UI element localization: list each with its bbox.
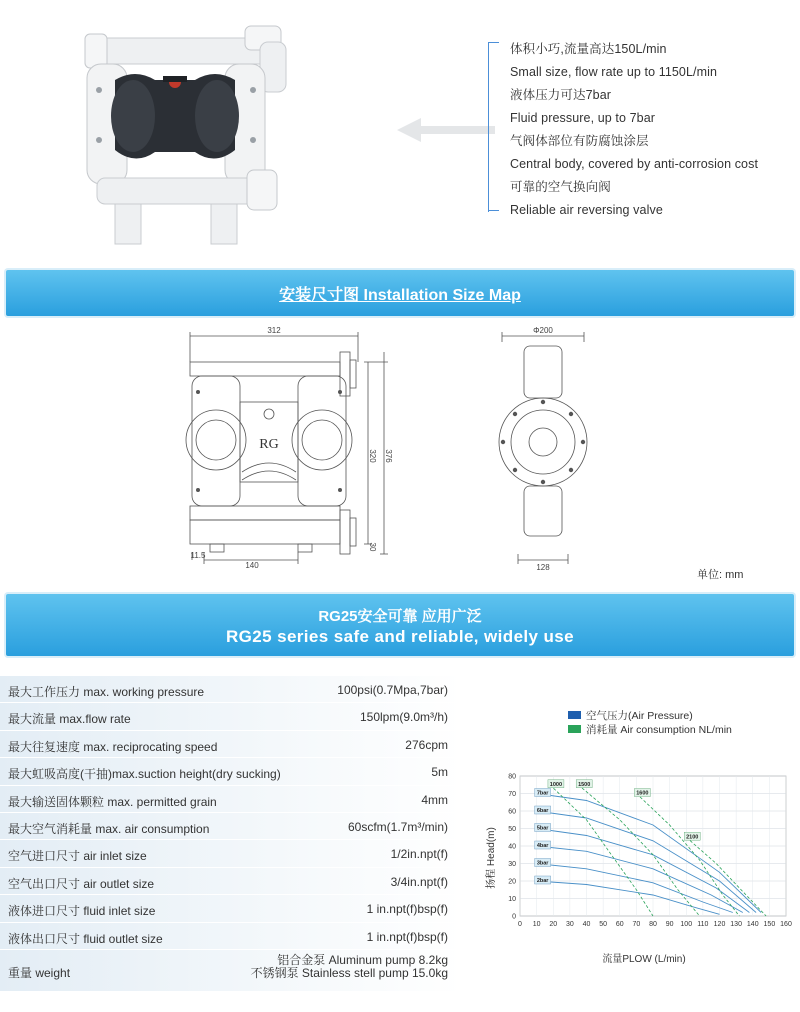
- side-view-drawing: [488, 322, 598, 572]
- front-view-drawing: [180, 322, 400, 572]
- weight-aluminum: 铝合金泵 Aluminum pump 8.2kg: [277, 952, 448, 967]
- x-tick-label: 50: [599, 921, 608, 928]
- dimension-base-left: 11.5: [190, 551, 206, 560]
- y-tick-label: 60: [508, 808, 516, 816]
- pressure-label: 5bar: [536, 825, 549, 832]
- x-tick-label: 150: [763, 921, 776, 928]
- spec-row-weight: [0, 950, 462, 992]
- spec-label: 最大流量 max.flow rate: [8, 712, 131, 727]
- feature-item: 可靠的空气换向阀: [510, 180, 611, 194]
- spec-label: 重量 weight: [8, 965, 71, 980]
- spec-label: 最大往复速度 max. reciprocating speed: [8, 739, 218, 754]
- spec-row: [0, 868, 462, 895]
- y-tick-label: 30: [508, 861, 516, 868]
- x-tick-label: 60: [615, 921, 624, 928]
- y-tick-label: 0: [512, 913, 516, 921]
- spec-row: [0, 703, 462, 730]
- spec-row: [0, 840, 462, 867]
- x-tick-label: 40: [582, 921, 591, 928]
- installation-banner-title: 安装尺寸图 Installation Size Map: [279, 287, 521, 304]
- consumption-label: 1500: [578, 781, 591, 788]
- x-tick-label: 80: [649, 921, 657, 928]
- spec-value: [251, 954, 448, 980]
- series-banner-title-en: RG25 series safe and reliable, widely use: [225, 627, 575, 646]
- feature-item: 气阀体部位有防腐蚀涂层: [510, 134, 649, 148]
- legend-label-air-consumption: 消耗量 Air consumption NL/min: [586, 724, 732, 736]
- consumption-label: 2100: [686, 834, 699, 841]
- spec-row: [0, 895, 462, 922]
- dimension-height-outer: 376: [384, 449, 393, 463]
- spec-row: [0, 813, 462, 840]
- legend-swatch-air-pressure: [568, 711, 581, 719]
- spec-label: 最大输送固体颗粒 max. permitted grain: [8, 794, 217, 809]
- dimension-base-width: 140: [245, 561, 259, 570]
- spec-row: [0, 676, 462, 703]
- series-banner-title-cn: RG25安全可靠 应用广泛: [318, 608, 482, 625]
- product-section: [0, 0, 800, 262]
- spec-row: [0, 758, 462, 785]
- feature-item: Fluid pressure, up to 7bar: [510, 111, 656, 125]
- spec-row: [0, 731, 462, 758]
- x-tick-label: 30: [565, 921, 574, 928]
- spec-value: 100psi(0.7Mpa,7bar): [337, 683, 448, 697]
- spec-row: [0, 923, 462, 950]
- weight-stainless: 不锈钢泵 Stainless stell pump 15.0kg: [250, 965, 448, 980]
- x-tick-label: 110: [697, 921, 709, 928]
- legend-label-air-pressure: 空气压力(Air Pressure): [586, 710, 693, 722]
- x-tick-label: 20: [549, 921, 558, 928]
- spec-label: 液体出口尺寸 fluid outlet size: [8, 931, 163, 946]
- spec-value: 60scfm(1.7m³/min): [347, 819, 448, 834]
- pressure-label: 6bar: [536, 808, 549, 814]
- unit-label: 单位: mm: [697, 569, 744, 581]
- installation-banner: [6, 270, 794, 316]
- y-tick-label: 50: [508, 826, 516, 833]
- chart-plot: [476, 700, 800, 970]
- pointer-arrow-icon: [395, 112, 495, 148]
- chart-ylabel: 扬程 Head(m): [486, 827, 497, 889]
- feature-item: Reliable air reversing valve: [510, 203, 663, 217]
- pressure-label: 7bar: [536, 790, 549, 797]
- spec-value: 4mm: [421, 792, 448, 807]
- x-tick-label: 10: [532, 921, 541, 928]
- x-tick-label: 140: [746, 921, 759, 928]
- y-tick-label: 20: [508, 878, 516, 886]
- pressure-label: 4bar: [536, 843, 549, 849]
- spec-value: 5m: [431, 765, 448, 780]
- y-tick-label: 70: [508, 791, 516, 798]
- feature-item: 体积小巧,流量高达150L/min: [510, 42, 667, 56]
- dimension-height-inner: 320: [368, 449, 377, 463]
- spec-label: 最大虹吸高度(干抽)max.suction height(dry sucking): [8, 767, 281, 782]
- feature-list: [510, 38, 800, 222]
- dimension-side-base: 128: [536, 563, 550, 572]
- spec-label: 液体进口尺寸 fluid inlet size: [8, 904, 156, 919]
- x-tick-label: 160: [780, 921, 792, 928]
- x-tick-label: 90: [665, 921, 674, 928]
- spec-label: 空气进口尺寸 air inlet size: [8, 849, 147, 864]
- y-tick-label: 10: [508, 896, 516, 903]
- spec-value: 1 in.npt(f)bsp(f): [366, 929, 448, 944]
- chart-xlabel: 流量PLOW (L/min): [602, 954, 686, 965]
- features-bracket: [488, 42, 498, 212]
- spec-value: 1 in.npt(f)bsp(f): [366, 902, 448, 917]
- spec-value: 1/2in.npt(f): [390, 847, 448, 862]
- pressure-label: 3bar: [536, 860, 549, 867]
- x-tick-label: 120: [713, 921, 726, 928]
- spec-value: 150lpm(9.0m³/h): [359, 710, 448, 725]
- feature-item: Central body, covered by anti-corrosion cost: [510, 157, 759, 171]
- spec-row: [0, 786, 462, 813]
- spec-value: 3/4in.npt(f): [390, 874, 448, 889]
- series-banner: [6, 594, 794, 656]
- x-tick-label: 0: [518, 921, 522, 928]
- consumption-label: 1600: [636, 790, 649, 797]
- x-tick-label: 100: [680, 921, 693, 928]
- spec-table: [0, 676, 462, 992]
- x-tick-label: 130: [730, 921, 742, 928]
- y-tick-label: 40: [508, 843, 516, 851]
- spec-value: 276cpm: [405, 737, 448, 752]
- pressure-label: 2bar: [536, 878, 549, 884]
- spec-label: 最大空气消耗量 max. air consumption: [8, 821, 210, 836]
- pump-photo: [75, 20, 305, 250]
- feature-item: Small size, flow rate up to 1150L/min: [510, 65, 718, 79]
- dimension-flange: 30: [368, 542, 377, 552]
- performance-chart: [476, 700, 800, 970]
- dimension-side-diameter: Φ200: [533, 326, 553, 335]
- drawing-logo: RG: [259, 437, 279, 452]
- legend-swatch-air-consumption: [568, 725, 581, 733]
- consumption-label: 1000: [549, 781, 563, 788]
- x-tick-label: 70: [632, 921, 641, 928]
- feature-item: 液体压力可达7bar: [510, 88, 612, 102]
- spec-label: 最大工作压力 max. working pressure: [8, 685, 205, 699]
- spec-label: 空气出口尺寸 air outlet size: [8, 876, 155, 891]
- y-tick-label: 80: [508, 773, 516, 781]
- dimension-width: 312: [267, 326, 281, 335]
